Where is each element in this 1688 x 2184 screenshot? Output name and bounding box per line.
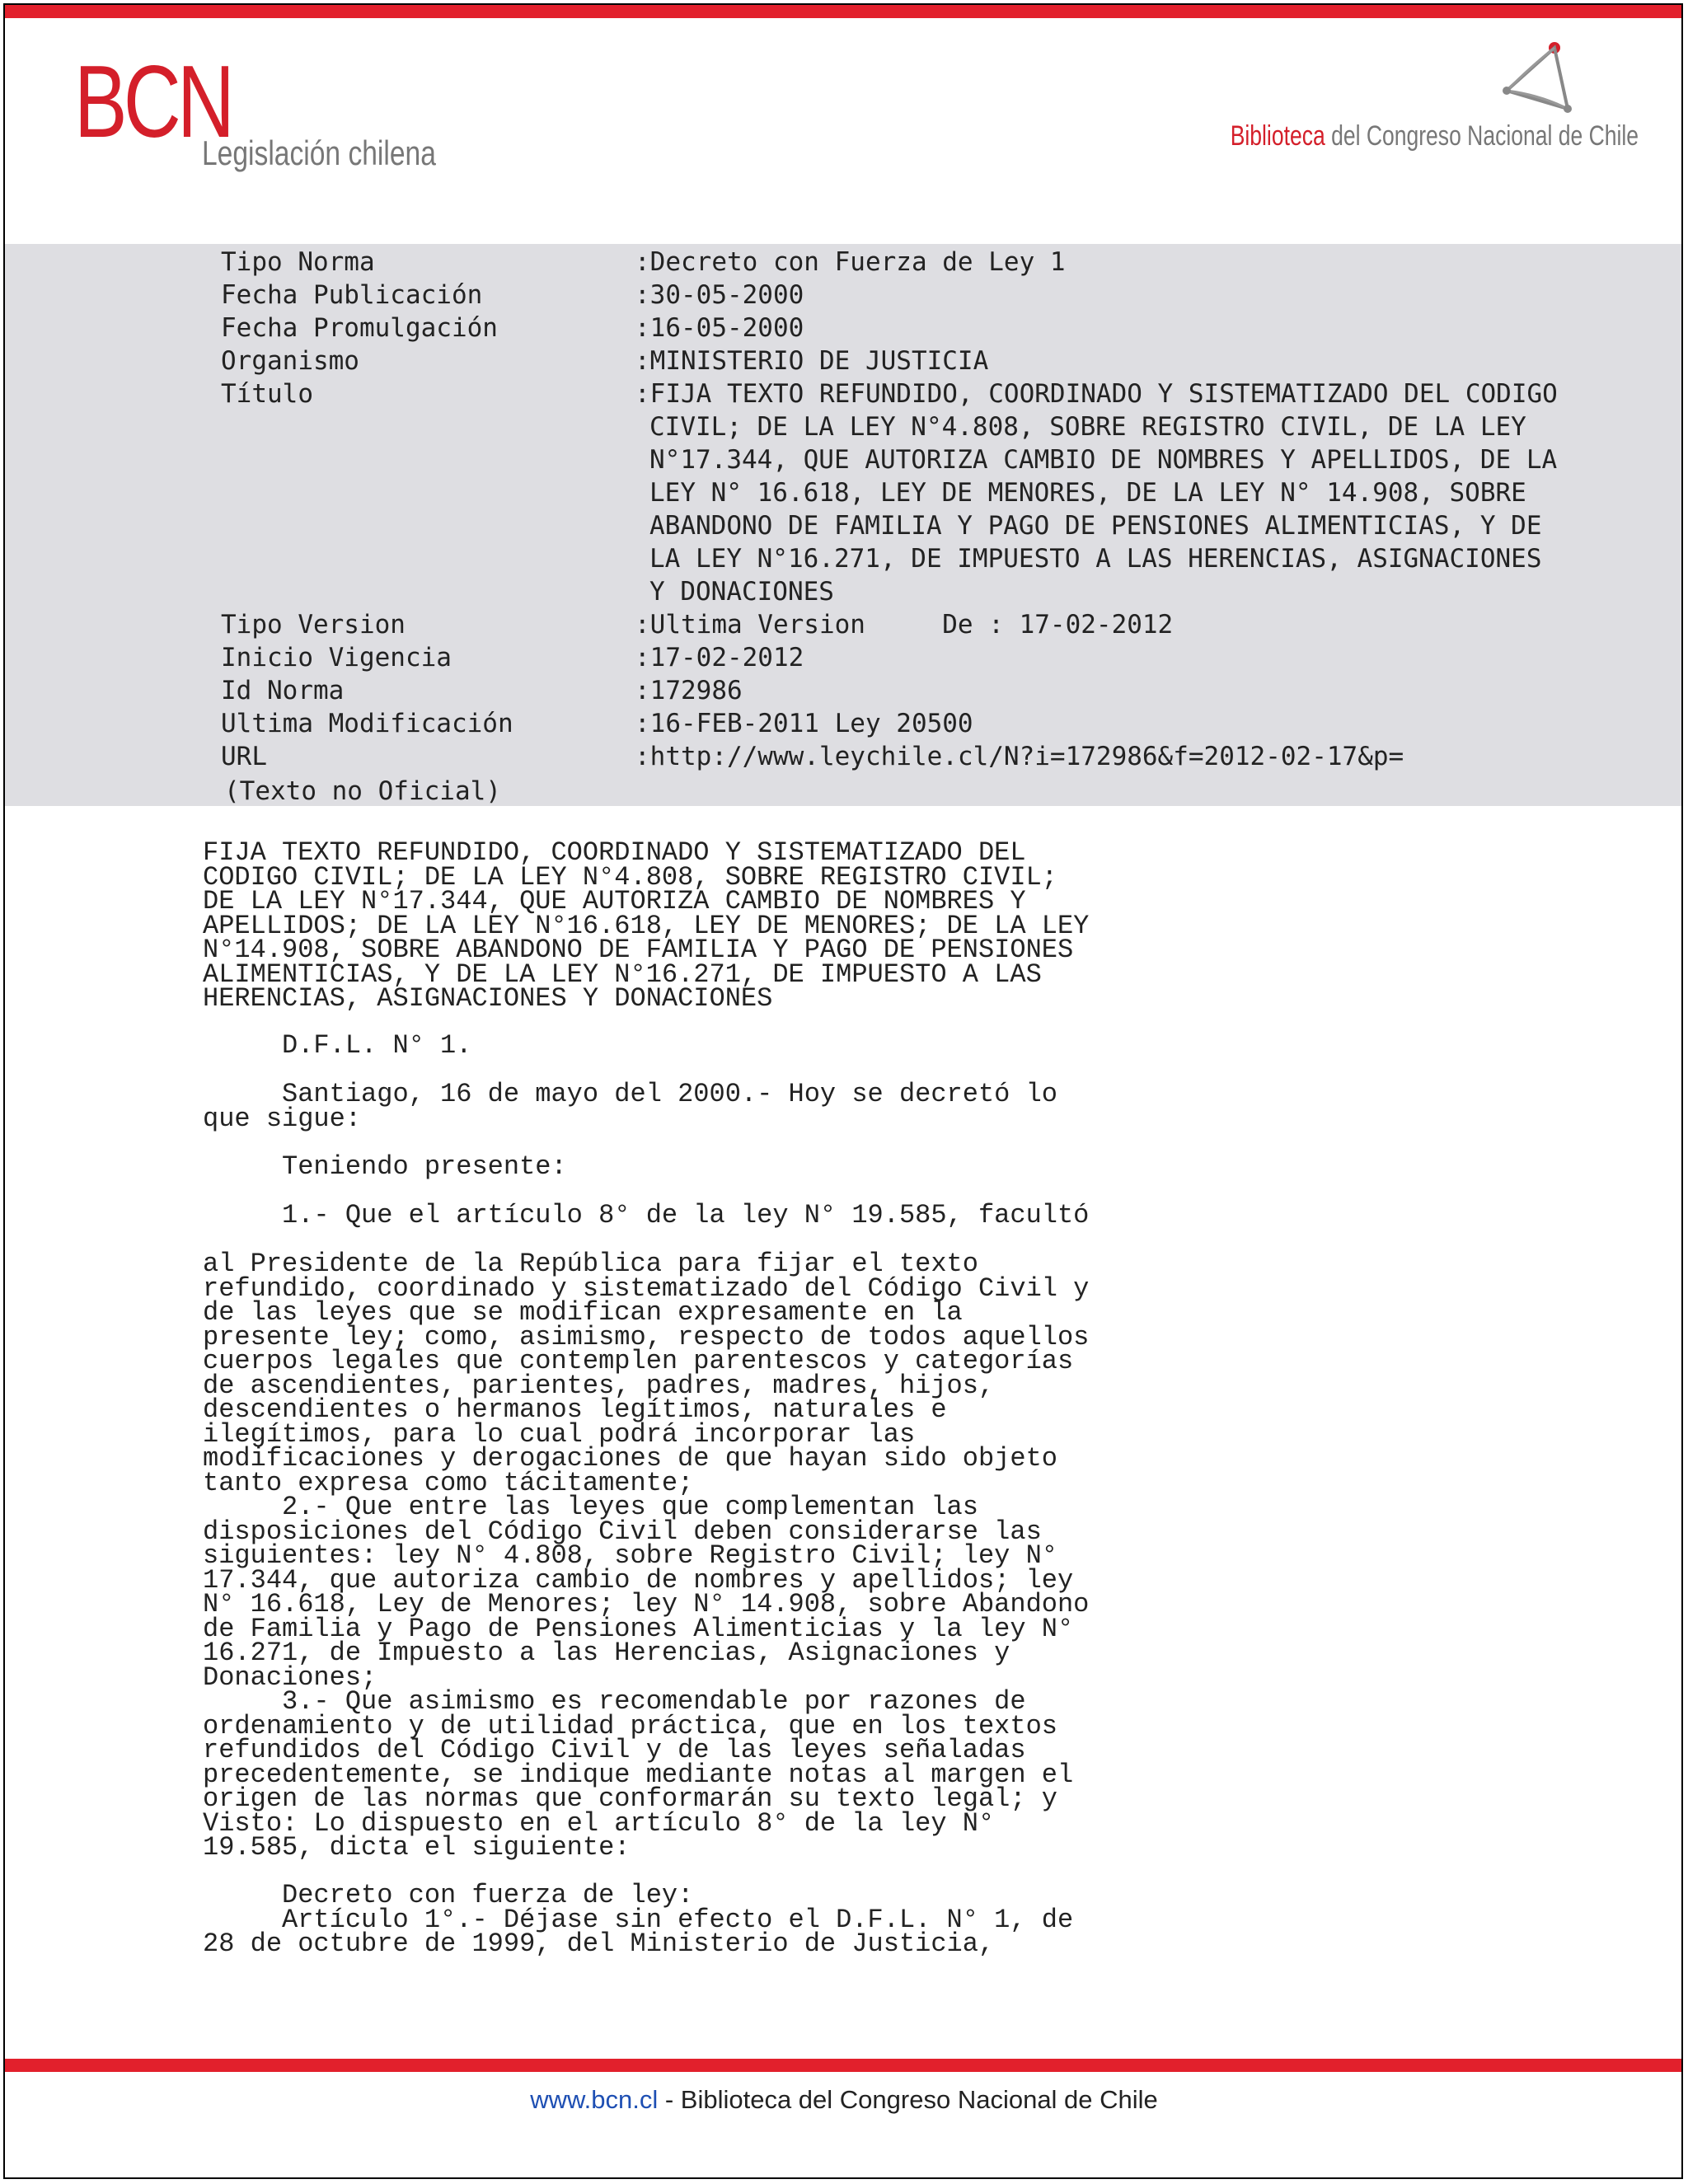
titulo-continuation-line: ABANDONO DE FAMILIA Y PAGO DE PENSIONES ALIMENTICIAS, Y DE bbox=[649, 511, 1542, 541]
meta-label: Fecha Promulgación bbox=[221, 313, 498, 343]
footer-library-name: - Biblioteca del Congreso Nacional de Chile bbox=[658, 2085, 1158, 2114]
bcn-logo-letters: BCN bbox=[74, 45, 232, 159]
library-name bbox=[1231, 120, 1639, 152]
meta-label: Tipo Version bbox=[221, 610, 406, 640]
titulo-continuation-line: N°17.344, QUE AUTORIZA CAMBIO DE NOMBRES Y APELLIDOS, DE LA bbox=[649, 445, 1558, 475]
meta-label: Fecha Publicación bbox=[221, 280, 483, 310]
meta-value: :172986 bbox=[635, 676, 743, 705]
body-santiago-paragraph: Santiago, 16 de mayo del 2000.- Hoy se decretó lo que sigue: bbox=[203, 1079, 1057, 1134]
meta-label: Organismo bbox=[221, 346, 359, 376]
body-main-paragraphs: al Presidente de la República para fijar el texto refundido, coordinado y sistematizado del Código Civil y de las leyes que se modifican expresamente en la presente ley; como, asimismo, respecto de todos aquellos cuerpos legales que contemplen parentescos y categorías de ascendientes, parientes, padres, madres, hijos, descendientes o hermanos legítimos, naturales e ilegítimos, para lo cual podrá incorporar las modificaciones y derogaciones de que hayan sido objeto tanto expresa como tácitamente; 2.- Que entre las leyes que complementan las disposiciones del Código Civil deben considerarse las siguientes: ley N° 4.808, sobre Registro Civil; ley N° 17.344, que autoriza cambio de nombres y apellidos; ley N° 16.618, Ley de Menores; ley N° 14.908, sobre Abandono de Familia y Pago de Pensiones Alimenticias y la ley N° 16.271, de Impuesto a las Herencias, Asignaciones y Donaciones; 3.- Que asimismo es recomendable por razones de ordenamiento y de utilidad práctica, que en los textos refundidos del Código Civil y de las leyes señaladas precedentemente, se indique mediante notas al margen el origen de las normas que conformarán su texto legal; y Visto: Lo dispuesto en el artículo 8° de la ley N° 19.585, dicta el siguiente: bbox=[203, 1249, 1090, 1863]
meta-label: Ultima Modificación bbox=[221, 709, 513, 738]
meta-label: Inicio Vigencia bbox=[221, 643, 452, 673]
meta-value: :30-05-2000 bbox=[635, 280, 804, 310]
library-name-highlight: Biblioteca bbox=[1230, 120, 1325, 152]
titulo-continuation-line: LEY N° 16.618, LEY DE MENORES, DE LA LEY N° 14.908, SOBRE bbox=[649, 478, 1526, 508]
meta-label: Título bbox=[221, 379, 313, 409]
bcn-logo[interactable] bbox=[74, 45, 436, 172]
footer-bcn-link[interactable]: www.bcn.cl bbox=[530, 2085, 659, 2114]
footer bbox=[0, 2085, 1688, 2115]
meta-value: :Ultima Version De : 17-02-2012 bbox=[635, 610, 1174, 640]
library-name-rest: del Congreso Nacional de Chile bbox=[1325, 120, 1639, 152]
body-title-block: FIJA TEXTO REFUNDIDO, COORDINADO Y SISTEMATIZADO DEL CODIGO CIVIL; DE LA LEY N°4.808, SOBRE REGISTRO CIVIL; DE LA LEY N°17.344, QUE AUTORIZA CAMBIO DE NOMBRES Y APELLIDOS; DE LA LEY N°16.618, LEY DE MENORES; DE LA LEY N°14.908, SOBRE ABANDONO DE FAMILIA Y PAGO DE PENSIONES ALIMENTICIAS, Y DE LA LEY N°16.271, DE IMPUESTO A LAS HERENCIAS, ASIGNACIONES Y DONACIONES bbox=[203, 837, 1090, 1014]
titulo-continuation-line: Y DONACIONES bbox=[649, 577, 834, 607]
library-logo[interactable] bbox=[1230, 33, 1639, 165]
body-teniendo-presente: Teniendo presente: bbox=[203, 1151, 567, 1182]
meta-label: Tipo Norma bbox=[221, 247, 375, 277]
meta-value: :16-FEB-2011 Ley 20500 bbox=[635, 709, 973, 738]
titulo-continuation-line: LA LEY N°16.271, DE IMPUESTO A LAS HERENCIAS, ASIGNACIONES bbox=[649, 544, 1542, 574]
meta-value: :16-05-2000 bbox=[635, 313, 804, 343]
texto-no-oficial-note: (Texto no Oficial) bbox=[224, 776, 501, 806]
body-decreto-block: Decreto con fuerza de ley: Artículo 1°.- Déjase sin efecto el D.F.L. N° 1, de 28 de octubre de 1999, del Ministerio de Justicia, bbox=[203, 1880, 1074, 1959]
meta-value: :Decreto con Fuerza de Ley 1 bbox=[635, 247, 1066, 277]
bcn-logo-subtitle: Legislación chilena bbox=[202, 134, 436, 172]
body-dfl-number: D.F.L. N° 1. bbox=[203, 1030, 472, 1061]
library-network-icon bbox=[1482, 33, 1581, 124]
header bbox=[0, 18, 1688, 241]
meta-label: Id Norma bbox=[221, 676, 345, 705]
meta-value: :MINISTERIO DE JUSTICIA bbox=[635, 346, 989, 376]
meta-label: URL bbox=[221, 742, 267, 771]
meta-url-link[interactable]: :http://www.leychile.cl/N?i=172986&f=2012-02-17&p= bbox=[635, 742, 1404, 771]
footer-accent-bar bbox=[5, 2059, 1681, 2072]
meta-value: :FIJA TEXTO REFUNDIDO, COORDINADO Y SISTEMATIZADO DEL CODIGO bbox=[635, 379, 1558, 409]
titulo-continuation-line: CIVIL; DE LA LEY N°4.808, SOBRE REGISTRO CIVIL, DE LA LEY bbox=[649, 412, 1526, 442]
meta-value: :17-02-2012 bbox=[635, 643, 804, 673]
top-accent-bar bbox=[5, 5, 1681, 18]
body-item-1-heading: 1.- Que el artículo 8° de la ley N° 19.585, facultó bbox=[203, 1200, 1090, 1230]
